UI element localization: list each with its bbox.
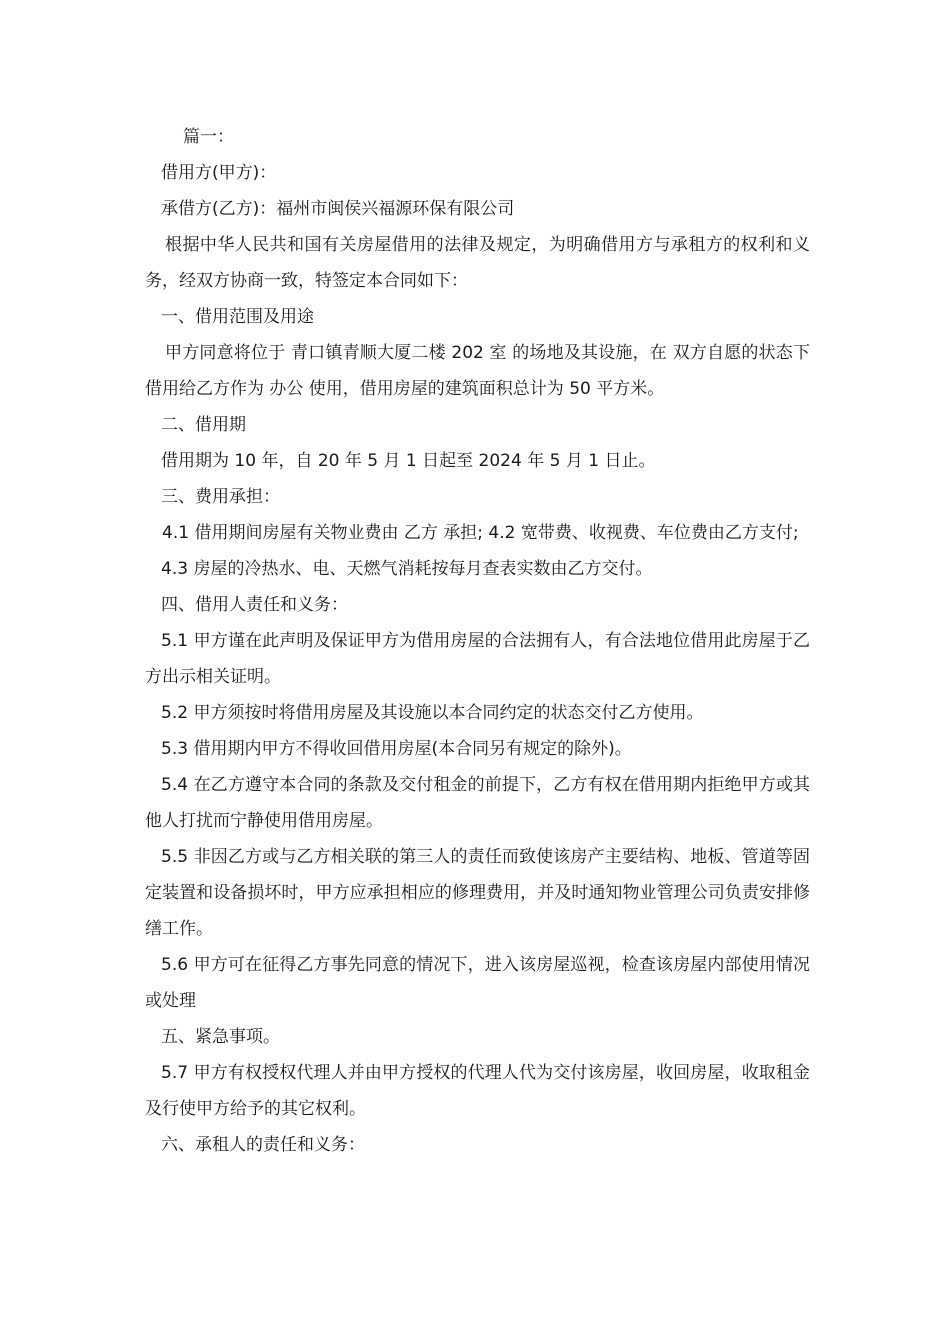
section-heading-scope: 一、借用范围及用途 — [161, 307, 314, 327]
clause-5-6: 5.6 甲方可在征得乙方事先同意的情况下，进入该房屋巡视，检查该房屋内部使用情况或处理 — [145, 955, 810, 1011]
section-heading-emergency: 五、紧急事项。 — [161, 1027, 280, 1047]
clause-5-4: 5.4 在乙方遵守本合同的条款及交付租金的前提下，乙方有权在借用期内拒绝甲方或其他人打扰而宁静使用借用房屋。 — [145, 775, 810, 831]
document-body — [145, 119, 810, 1163]
lender-party-line: 借用方(甲方)： — [161, 163, 277, 183]
clause-4-3: 4.3 房屋的冷热水、电、天燃气消耗按每月查表实数由乙方交付。 — [161, 559, 653, 579]
scope-paragraph: 甲方同意将位于 青口镇青顺大厦二楼 202 室 的场地及其设施，在 双方自愿的状态下借用给乙方作为 办公 使用，借用房屋的建筑面积总计为 50 平方米。 — [145, 343, 810, 399]
clause-5-1: 5.1 甲方谨在此声明及保证甲方为借用房屋的合法拥有人，有合法地位借用此房屋于乙方出示相关证明。 — [145, 631, 810, 687]
clause-4-1-4-2: 4.1 借用期间房屋有关物业费由 乙方 承担; 4.2 宽带费、收视费、车位费由乙方支付; — [162, 523, 799, 543]
clause-5-5: 5.5 非因乙方或与乙方相关联的第三人的责任而致使该房产主要结构、地板、管道等固定装置和设备损坏时，甲方应承担相应的修理费用，并及时通知物业管理公司负责安排修缮工作。 — [145, 847, 810, 939]
section-heading-costs: 三、费用承担： — [161, 487, 280, 507]
section-heading-tenant-duties: 六、承租人的责任和义务： — [161, 1135, 365, 1155]
clause-5-3: 5.3 借用期内甲方不得收回借用房屋(本合同另有规定的除外)。 — [161, 739, 632, 759]
preamble-paragraph: 根据中华人民共和国有关房屋借用的法律及规定，为明确借用方与承租方的权利和义务，经双方协商一致，特签定本合同如下： — [145, 235, 810, 291]
section-heading-chapter-one: 篇一： — [183, 127, 234, 147]
section-heading-term: 二、借用期 — [161, 415, 246, 435]
section-heading-duties: 四、借用人责任和义务： — [161, 595, 348, 615]
term-paragraph: 借用期为 10 年，自 20 年 5 月 1 日起至 2024 年 5 月 1 日止。 — [161, 451, 656, 471]
clause-5-2: 5.2 甲方须按时将借用房屋及其设施以本合同约定的状态交付乙方使用。 — [161, 703, 704, 723]
clause-5-7: 5.7 甲方有权授权代理人并由甲方授权的代理人代为交付该房屋，收回房屋，收取租金及行使甲方给予的其它权利。 — [145, 1063, 810, 1119]
borrower-party-line: 承借方(乙方)：福州市闽侯兴福源环保有限公司 — [161, 199, 515, 219]
